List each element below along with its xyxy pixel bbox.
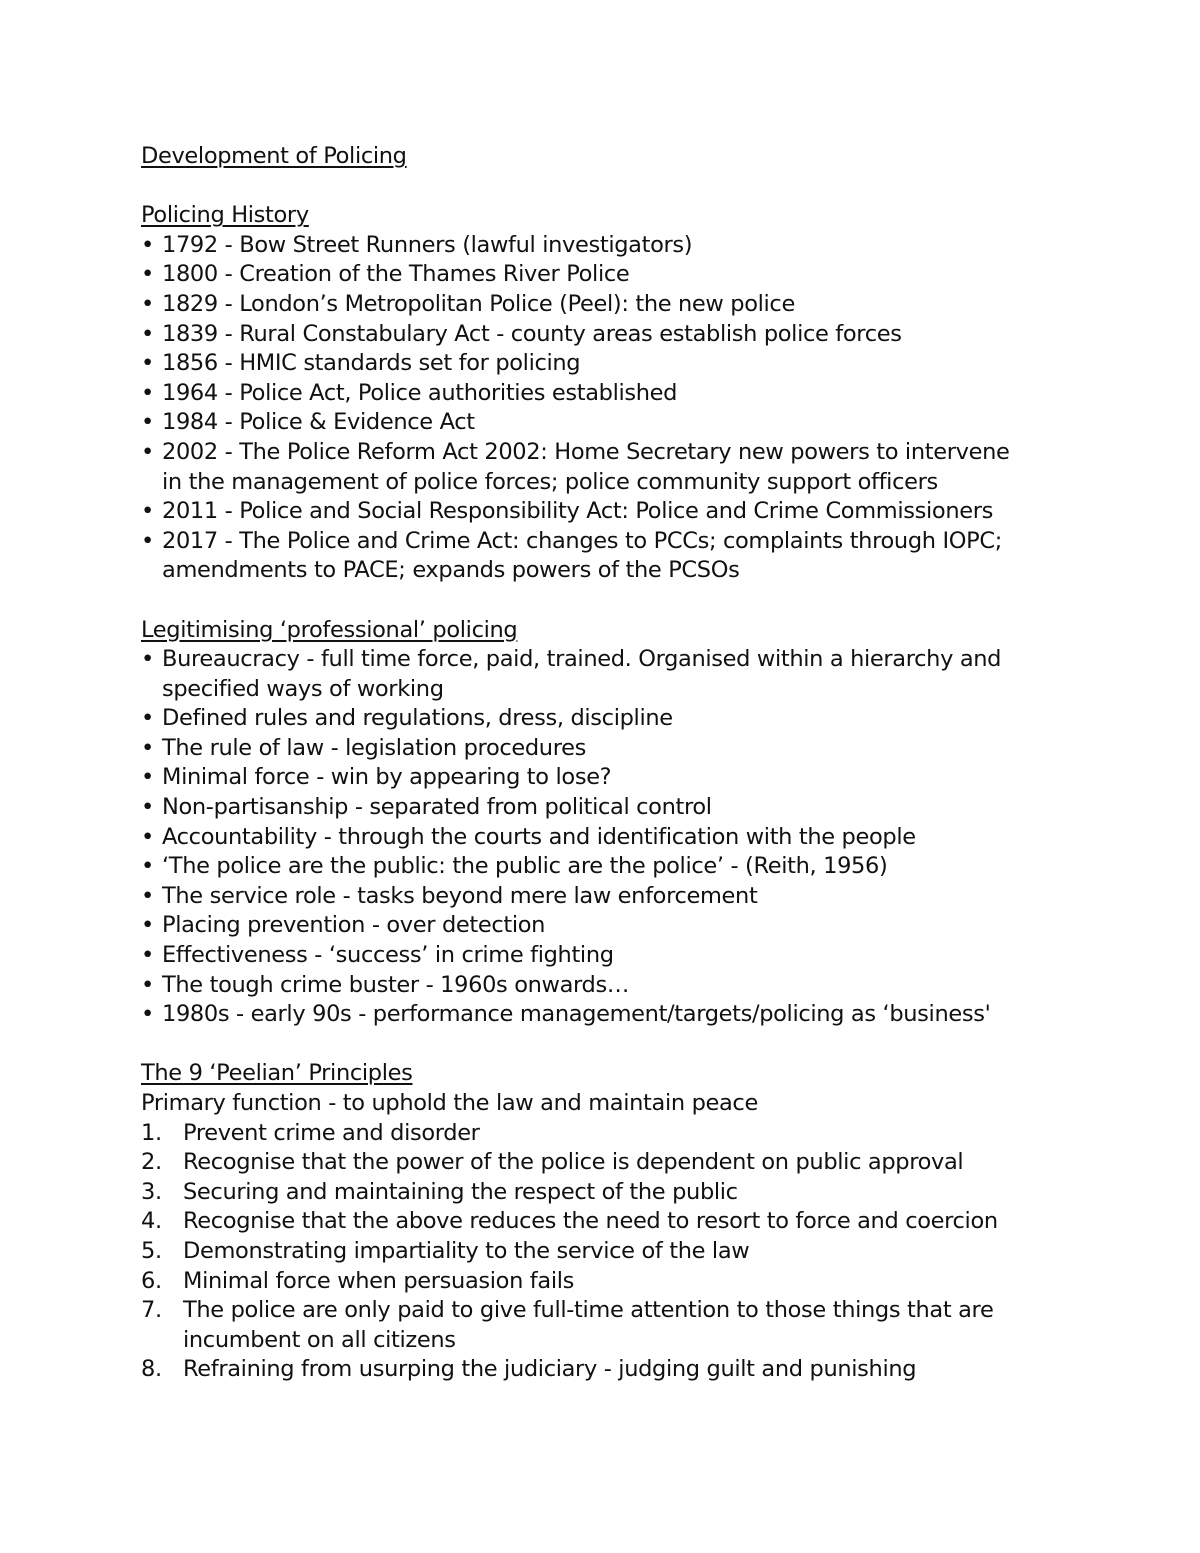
numbered-item-text: Securing and maintaining the respect of the public [183, 1178, 738, 1205]
item-number: 8. [141, 1356, 162, 1383]
bullet-icon: • [141, 942, 154, 969]
professional-policing-list [141, 645, 1161, 1030]
bullet-icon: • [141, 527, 154, 554]
policing-history-list [141, 231, 1161, 586]
bullet-icon: • [141, 231, 154, 258]
spacer [141, 586, 1161, 616]
bullet-icon: • [141, 290, 154, 317]
list-item-text: Non-partisanship - separated from political control [162, 794, 712, 821]
item-number: 4. [141, 1208, 162, 1235]
list-item-text: The rule of law - legislation procedures [162, 734, 586, 761]
list-item-text: 1800 - Creation of the Thames River Police [162, 261, 630, 288]
list-item [141, 231, 1161, 261]
list-item [141, 852, 1161, 882]
list-item-text: The service role - tasks beyond mere law enforcement [162, 882, 758, 909]
peelian-principles-heading: The 9 ‘Peelian’ Principles [141, 1060, 413, 1087]
professional-policing-heading: Legitimising ‘professional’ policing [141, 616, 518, 643]
list-item-text: Accountability - through the courts and identification with the people [162, 823, 916, 850]
list-item [141, 290, 1161, 320]
list-item [141, 941, 1161, 971]
numbered-item-text: Recognise that the above reduces the need to resort to force and coercion [183, 1208, 998, 1235]
numbered-item [141, 1267, 1161, 1297]
document-title: Development of Policing [141, 143, 407, 169]
bullet-icon: • [141, 705, 154, 732]
list-item-text: amendments to PACE; expands powers of the PCSOs [162, 557, 740, 584]
bullet-icon: • [141, 379, 154, 406]
item-number: 3. [141, 1178, 162, 1205]
list-item [141, 260, 1161, 290]
list-item [141, 1000, 1161, 1030]
list-item-text: Minimal force - win by appearing to lose? [162, 764, 612, 791]
list-item [141, 408, 1161, 438]
list-item-text: Bureaucracy - full time force, paid, trained. Organised within a hierarchy and [162, 646, 1002, 673]
list-item-text: Defined rules and regulations, dress, discipline [162, 705, 673, 732]
numbered-item-text: incumbent on all citizens [183, 1326, 456, 1353]
bullet-icon: • [141, 409, 154, 436]
list-item [141, 734, 1161, 764]
list-item [141, 497, 1161, 527]
list-item-text: 2011 - Police and Social Responsibility Act: Police and Crime Commissioners [162, 498, 994, 525]
list-item [141, 971, 1161, 1001]
professional-policing-section [141, 616, 1161, 1030]
bullet-icon: • [141, 350, 154, 377]
numbered-item-text: Prevent crime and disorder [183, 1119, 480, 1146]
bullet-icon: • [141, 882, 154, 909]
list-item-text: specified ways of working [162, 675, 444, 702]
list-item-text: 1856 - HMIC standards set for policing [162, 350, 581, 377]
list-item-text: 1792 - Bow Street Runners (lawful investigators) [162, 231, 693, 258]
item-number: 6. [141, 1267, 162, 1294]
spacer [141, 172, 1161, 202]
bullet-icon: • [141, 853, 154, 880]
list-item-text: 1984 - Police & Evidence Act [162, 409, 475, 436]
peelian-principles-list [141, 1119, 1161, 1385]
list-item-text: The tough crime buster - 1960s onwards… [162, 971, 629, 998]
list-item-text: 1980s - early 90s - performance management/targets/policing as ‘business' [162, 1001, 991, 1028]
numbered-item-text: The police are only paid to give full-time attention to those things that are [183, 1297, 994, 1324]
item-number: 5. [141, 1237, 162, 1264]
list-item-text: in the management of police forces; police community support officers [162, 468, 938, 495]
list-item [141, 645, 1161, 704]
numbered-item-text: Demonstrating impartiality to the service of the law [183, 1237, 750, 1264]
bullet-icon: • [141, 734, 154, 761]
bullet-icon: • [141, 646, 154, 673]
numbered-item-text: Minimal force when persuasion fails [183, 1267, 574, 1294]
list-item-text: ‘The police are the public: the public are the police’ - (Reith, 1956) [162, 853, 888, 880]
list-item [141, 379, 1161, 409]
list-item [141, 704, 1161, 734]
list-item [141, 823, 1161, 853]
list-item [141, 320, 1161, 350]
numbered-item [141, 1178, 1161, 1208]
numbered-item [141, 1207, 1161, 1237]
numbered-item-text: Recognise that the power of the police is dependent on public approval [183, 1149, 964, 1176]
list-item-text: 1839 - Rural Constabulary Act - county areas establish police forces [162, 320, 902, 347]
list-item [141, 349, 1161, 379]
numbered-item [141, 1237, 1161, 1267]
item-number: 7. [141, 1297, 162, 1324]
list-item-text: Effectiveness - ‘success’ in crime fighting [162, 942, 614, 969]
policing-history-heading: Policing History [141, 202, 309, 229]
numbered-item [141, 1296, 1161, 1355]
bullet-icon: • [141, 764, 154, 791]
item-number: 1. [141, 1119, 162, 1146]
bullet-icon: • [141, 794, 154, 821]
list-item [141, 438, 1161, 497]
numbered-item-text: Refraining from usurping the judiciary - judging guilt and punishing [183, 1356, 917, 1383]
list-item [141, 911, 1161, 941]
list-item-text: 2002 - The Police Reform Act 2002: Home Secretary new powers to intervene [162, 438, 1010, 465]
bullet-icon: • [141, 438, 154, 465]
numbered-item [141, 1119, 1161, 1149]
bullet-icon: • [141, 823, 154, 850]
document-page [141, 142, 1161, 1385]
peelian-principles-intro: Primary function - to uphold the law and maintain peace [141, 1090, 758, 1116]
policing-history-section [141, 201, 1161, 586]
item-number: 2. [141, 1149, 162, 1176]
numbered-item [141, 1148, 1161, 1178]
bullet-icon: • [141, 1001, 154, 1028]
list-item [141, 793, 1161, 823]
bullet-icon: • [141, 912, 154, 939]
list-item [141, 882, 1161, 912]
peelian-principles-section [141, 1059, 1161, 1385]
bullet-icon: • [141, 971, 154, 998]
numbered-item [141, 1355, 1161, 1385]
list-item-text: 1829 - London’s Metropolitan Police (Peel): the new police [162, 290, 795, 317]
bullet-icon: • [141, 320, 154, 347]
bullet-icon: • [141, 498, 154, 525]
list-item-text: Placing prevention - over detection [162, 912, 546, 939]
spacer [141, 1030, 1161, 1060]
list-item-text: 2017 - The Police and Crime Act: changes to PCCs; complaints through IOPC; [162, 527, 1002, 554]
list-item-text: 1964 - Police Act, Police authorities established [162, 379, 678, 406]
list-item [141, 763, 1161, 793]
bullet-icon: • [141, 261, 154, 288]
list-item [141, 527, 1161, 586]
